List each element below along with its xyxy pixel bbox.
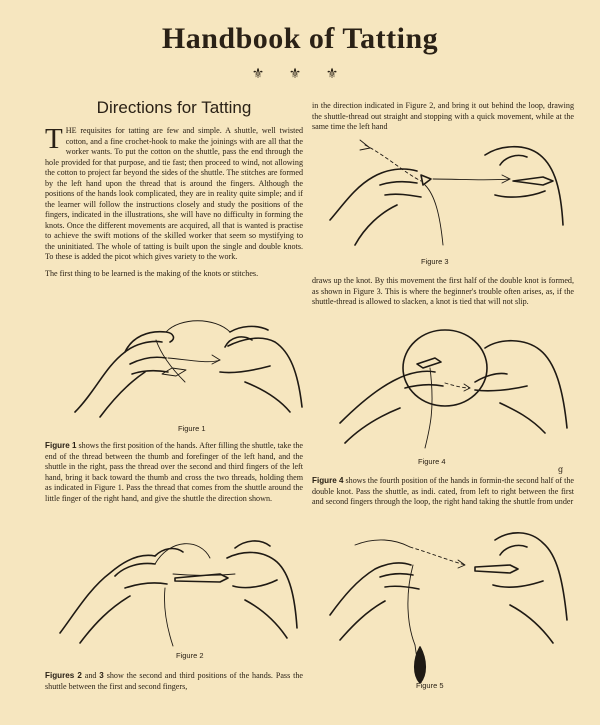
first-thing-paragraph: The first thing to be learned is the making of the knots or stitches. xyxy=(45,268,259,278)
figure-5-illustration xyxy=(325,525,570,685)
figure-2-caption: Figure 2 xyxy=(176,651,204,660)
figure-1-label: Figure 1 xyxy=(45,441,77,450)
figure-1-paragraph xyxy=(45,441,303,504)
figure-5-caption: Figure 5 xyxy=(416,681,444,690)
figures-3-label: 3 xyxy=(99,671,104,680)
page-title: Handbook of Tatting xyxy=(161,22,439,55)
figure-1-text: shows the first position of the hands. After filling the shuttle, take the end of the thread between the thumb and forefinger of the left hand, and the shuttle in the right, pass the thread over the second and third fingers of the left hand, bring it back toward the thumb and cross the two threads, holding them as indicated in Figure 1. Pass the thread that comes from the shuttle around the little finger of the right hand, and give the shuttle the direction shown. xyxy=(45,441,303,503)
figure-1-illustration xyxy=(70,312,305,422)
intro-paragraph xyxy=(45,123,303,263)
figure-3-illustration xyxy=(325,135,565,255)
section-title: Directions for Tatting xyxy=(96,98,252,117)
figure-4-paragraph xyxy=(312,476,574,508)
right-middle-paragraph: draws up the knot. By this movement the first half of the double knot is formed, as shown in Figure 3. This is where the beginner's trouble often arises, as, if the shuttle-thread is allowed to slacken, a knot is tied that will not slip. xyxy=(312,276,574,306)
figure-2-illustration xyxy=(55,528,300,648)
figure-4-caption: Figure 4 xyxy=(418,457,446,466)
intro-text: HE requisites for tatting are few and simple. A shuttle, well twisted cotton, and a fine crochet-hook to make the joinings with are all that the worker wants. To put the cotton on the shuttle, pass the end through the hole provided for that purpose, and tie fast; then proceed to wind, not allowing the cotton to project far beyond the sides of the shuttle. The stitches are formed by the left hand upon the thread that is around the fingers. Although the positions of the hands look complicated, they are in reality quite simple; and if the learner will follow the instructions closely and study the positions of the fingers, indicated in the illustrations, she will have no difficulty in forming the knots. Once the different movements are acquired, all that is wanted is practise to achieve the swift motions of the skilled worker that seem so mystifying to the uninitiated. The whole of tatting is built upon the single and double knots. To these is added the picot which gives variety to the work. xyxy=(45,126,303,261)
figure-4-label: Figure 4 xyxy=(312,476,344,485)
right-top-paragraph: in the direction indicated in Figure 2, and bring it out behind the loop, drawing the shuttle-thread out straight and stopping with a quick movement, while at the same time the left hand xyxy=(312,101,574,131)
left-column xyxy=(45,98,303,279)
fleuron-ornament: ⚜ ⚜ ⚜ xyxy=(251,66,349,82)
figure-3-caption: Figure 3 xyxy=(421,257,449,266)
figures-and-text: and xyxy=(81,671,100,680)
stray-mark: g xyxy=(558,465,564,474)
figure-4-illustration xyxy=(335,328,575,453)
figures-2-3-text: show the second and third positions of the hands. Pass the shuttle between the first and second fingers, xyxy=(45,671,303,691)
figure-4-text: shows the fourth position of the hands in formin-the second half of the double knot. Pass the shuttle, as indi. cated, from left to right between the first and second fingers through the loop, the right hand taking the shuttle from under xyxy=(312,476,575,506)
figures-2-label: Figures 2 xyxy=(45,671,82,680)
drop-cap: T xyxy=(45,123,63,155)
figures-2-3-paragraph xyxy=(45,671,303,692)
figure-1-caption: Figure 1 xyxy=(178,424,206,433)
